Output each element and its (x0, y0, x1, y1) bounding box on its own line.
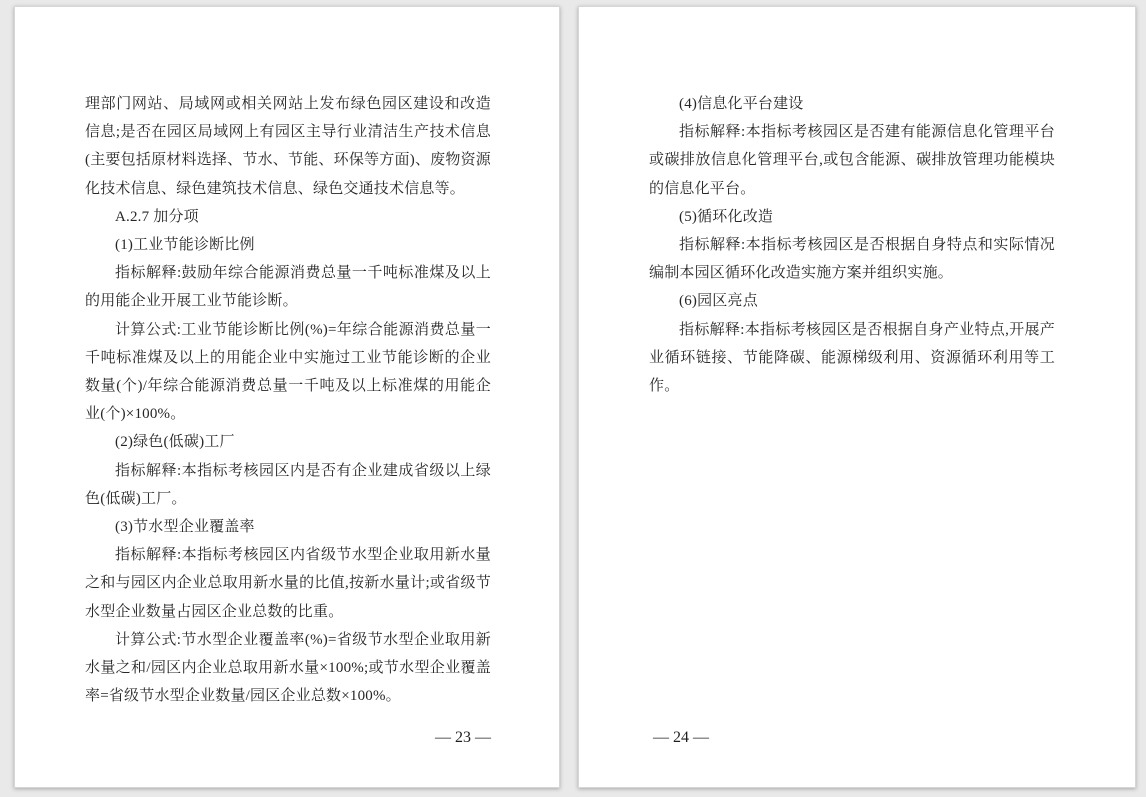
item-heading: (6)园区亮点 (679, 293, 758, 310)
paragraph: 指标解释:本指标考核园区是否根据自身产业特点,开展产业循环链接、节能降碳、能源梯级利用、资源循环利用等工作。 (649, 321, 1055, 395)
page-23 (14, 6, 560, 788)
paragraph: 指标解释:本指标考核园区是否根据自身特点和实际情况编制本园区循环化改造实施方案并组织实施。 (649, 237, 1055, 282)
paragraph: 指标解释:本指标考核园区内省级节水型企业取用新水量之和与园区内企业总取用新水量的比值,按新水量计;或省级节水型企业数量占园区企业总数的比重。 (85, 547, 491, 620)
paragraph: 理部门网站、局域网或相关网站上发布绿色园区建设和改造信息;是否在园区局域网上有园区主导行业清洁生产技术信息(主要包括原材料选择、节水、节能、环保等方面)、废物资源化技术信息、绿色建筑技术信息、绿色交通技术信息等。 (85, 96, 491, 197)
paragraph: 指标解释:鼓励年综合能源消费总量一千吨标准煤及以上的用能企业开展工业节能诊断。 (85, 265, 491, 310)
page-24-text-block (649, 90, 1055, 400)
paragraph: 指标解释:本指标考核园区内是否有企业建成省级以上绿色(低碳)工厂。 (85, 462, 491, 507)
item-heading: (1)工业节能诊断比例 (115, 237, 255, 254)
section-heading: A.2.7 加分项 (115, 208, 199, 225)
page-23-text-block (85, 90, 491, 710)
paragraph: 指标解释:本指标考核园区是否建有能源信息化管理平台或碳排放信息化管理平台,或包含能源、碳排放管理功能模块的信息化平台。 (649, 124, 1055, 197)
page-number-23: — 23 — (435, 729, 491, 746)
item-heading: (5)循环化改造 (679, 208, 774, 225)
paragraph: 计算公式:节水型企业覆盖率(%)=省级节水型企业取用新水量之和/园区内企业总取用新水量×100%;或节水型企业覆盖率=省级节水型企业数量/园区企业总数×100%。 (85, 631, 491, 705)
page-24 (578, 6, 1136, 788)
page-number-24: — 24 — (653, 729, 709, 746)
item-heading: (2)绿色(低碳)工厂 (115, 434, 235, 451)
paragraph: 计算公式:工业节能诊断比例(%)=年综合能源消费总量一千吨标准煤及以上的用能企业中实施过工业节能诊断的企业数量(个)/年综合能源消费总量一千吨及以上标准煤的用能企业(个)×100%。 (85, 321, 491, 423)
item-heading: (3)节水型企业覆盖率 (115, 519, 255, 536)
item-heading: (4)信息化平台建设 (679, 96, 804, 112)
